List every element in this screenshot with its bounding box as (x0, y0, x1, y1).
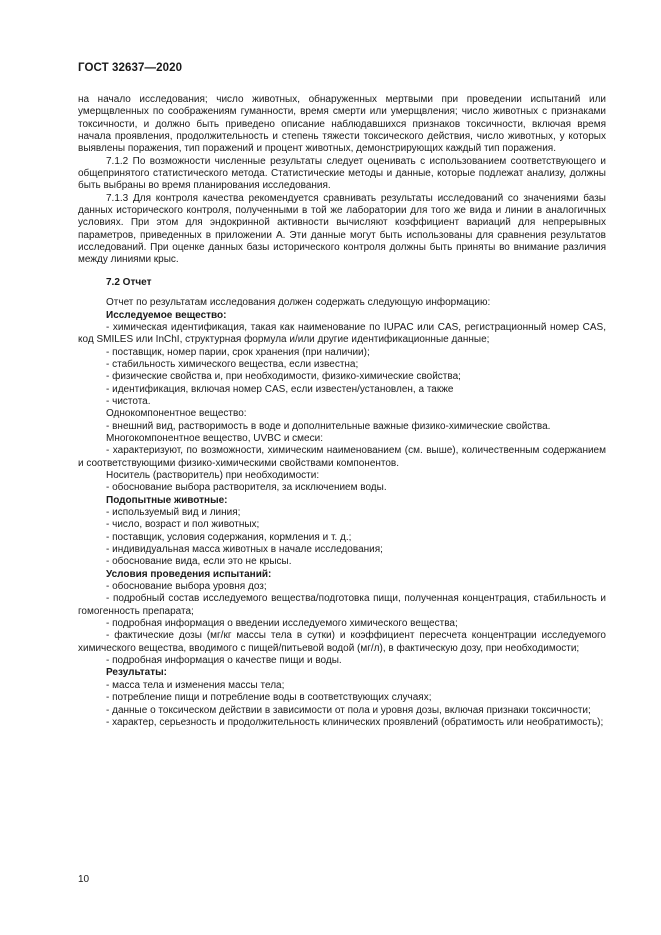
list-item: - поставщик, номер парии, срок хранения (при наличии); (106, 346, 370, 358)
list-item: - чистота. (106, 395, 151, 407)
subheading: Подопытные животные: (106, 494, 228, 506)
list-item: - данные о токсическом действии в зависимости от пола и уровня дозы, включая признаки токсичности; (106, 704, 591, 716)
paragraph: Отчет по результатам исследования должен содержать следующую информацию: (106, 297, 491, 309)
list-item: - используемый вид и линия; (106, 507, 241, 518)
list-item: - подробная информация о качестве пищи и воды. (106, 655, 342, 667)
subheading-plain: Носитель (растворитель) при необходимости: (106, 469, 320, 481)
list-item: - потребление пищи и потребление воды в соответствующих случаях; (106, 692, 432, 704)
list-item: - характер, серьезность и продолжительность клинических проявлений (обратимость или необратимость); (106, 716, 604, 728)
paragraph: на начало исследования; число животных, обнаруженных мертвыми при проведении испытаний или умерщвленных по соображениям гуманности, время смерти или умерщвления; число животных с признаками токсичности, и должно быть приведено описание наблюдавшихся признаков токсичности, включая время начала проявления, продолжительность и степень тяжести токсического действия, число животных, у которых выявлены поражения, тип поражений и процент животных, демонстрирующих каждый тип поражения. (78, 94, 606, 155)
list-item: - физические свойства и, при необходимости, физико-химические свойства; (106, 371, 461, 383)
list-item: - химическая идентификация, такая как наименование по IUPAC или CAS, регистрационный номер CAS, код SMILES или InChI, структурная формула и/или другие идентификационные данные; (78, 321, 606, 346)
subheading: Результаты: (106, 667, 167, 679)
paragraph: 7.1.3 Для контроля качества рекомендуется сравнивать результаты исследований со значениями базы данных исторического контроля, полученными в той же лаборатории для того же вида и линии в аналогичных условиях. При этом для эндокринной активности вычисляют коэффициент вариаций для непрерывных параметров, приведенных в приложении А. Эти данные могут быть использованы для сравнения результатов исследований. При оценке данных базы исторического контроля должны быть приняты во внимание различия между линиями крыс. (78, 192, 606, 266)
subheading: Условия проведения испытаний: (106, 568, 272, 580)
section-heading: 7.2 Отчет (106, 276, 152, 288)
list-item: - поставщик, условия содержания, кормления и т. д.; (106, 531, 352, 543)
list-item: - фактические дозы (мг/кг массы тела в сутки) и коэффициент пересчета концентрации исследуемого химического вещества, вводимого с пищей/питьевой водой (мг/л), в фактическую дозу, при необходимости; (78, 630, 606, 654)
subheading-plain: Однокомпонентное вещество: (106, 408, 247, 420)
subheading-plain: Многокомпонентное вещество, UVBC и смеси: (106, 432, 323, 444)
subheading: Исследуемое вещество: (106, 309, 227, 321)
paragraph: 7.1.2 По возможности численные результаты следует оценивать с использованием соответствующего и общепринятого статистического метода. Статистические методы и данные, которые подлежат анализу, должны быть выбраны во время планирования исследования. (78, 155, 606, 192)
list-item: - число, возраст и пол животных; (106, 519, 260, 531)
list-item: - идентификация, включая номер CAS, если известен/установлен, а также (106, 383, 454, 395)
list-item: - индивидуальная масса животных в начале исследования; (106, 544, 383, 556)
list-item: - внешний вид, растворимость в воде и дополнительные важные физико-химические свойства. (106, 420, 551, 432)
list-item: - характеризуют, по возможности, химическим наименованием (см. выше), количественным содержанием и соответствующими физико-химическими свойствами компонентов. (78, 445, 606, 469)
spacer (78, 289, 606, 297)
list-item: - масса тела и изменения массы тела; (106, 679, 285, 691)
list-item: - подробный состав исследуемого вещества/подготовка пищи, полученная концентрация, стабильность и гомогенность препарата; (78, 593, 606, 617)
list-item: - обоснование вида, если это не крысы. (106, 556, 292, 568)
spacer (78, 267, 606, 277)
list-item: - стабильность химического вещества, если известна; (106, 358, 359, 370)
list-item: - обоснование выбора растворителя, за исключением воды. (106, 482, 387, 494)
list-item: - обоснование выбора уровня доз; (106, 581, 267, 593)
page-number: 10 (78, 874, 90, 885)
document-body (78, 94, 606, 729)
list-item: - подробная информация о введении исследуемого химического вещества; (106, 618, 458, 630)
document-header: ГОСТ 32637—2020 (78, 62, 183, 74)
